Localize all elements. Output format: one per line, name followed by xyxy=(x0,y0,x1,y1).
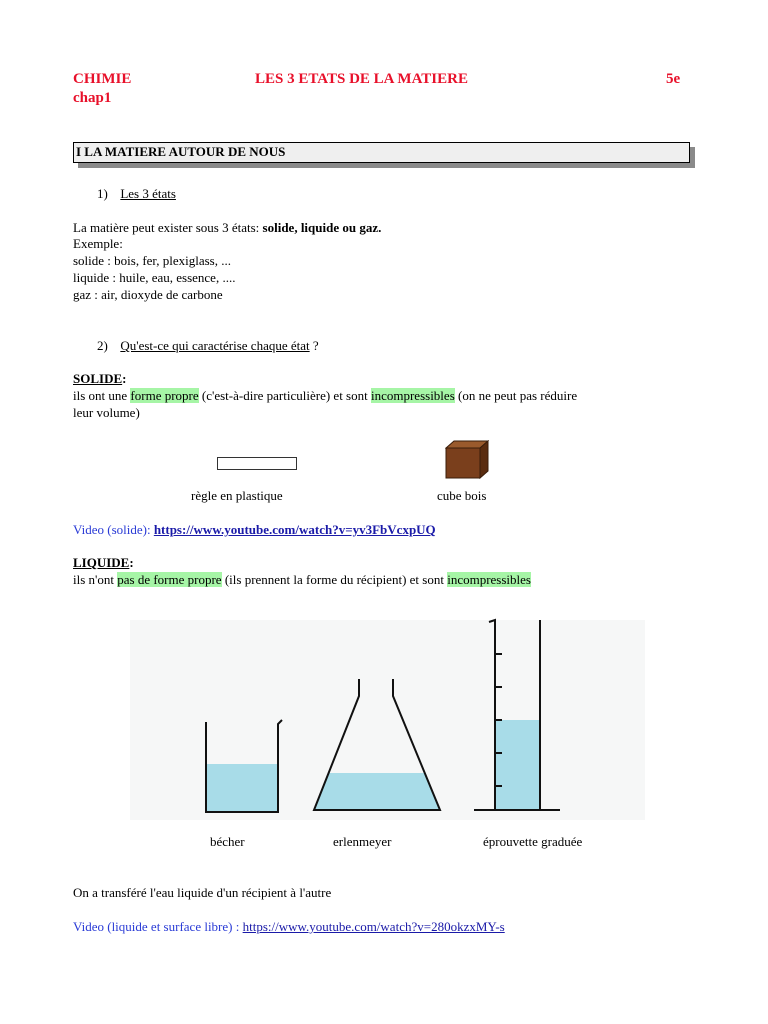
wood-cube-icon xyxy=(445,440,489,480)
video-solide-label: Video (solide): xyxy=(73,522,154,537)
class-level: 5e xyxy=(666,71,681,87)
intro-bold: solide, liquide ou gaz. xyxy=(262,220,382,235)
solide-heading xyxy=(73,370,126,387)
section-heading-box xyxy=(73,142,690,163)
part2-heading xyxy=(97,337,319,354)
liquide-heading xyxy=(73,554,134,571)
part1-title: Les 3 états xyxy=(120,186,176,201)
solide-highlight-incompressibles: incompressibles xyxy=(370,388,455,403)
caption-erlenmeyer: erlenmeyer xyxy=(333,834,392,849)
glassware-illustration xyxy=(130,614,645,820)
video-solide-link[interactable]: https://www.youtube.com/watch?v=yv3FbVcxpUQ xyxy=(153,522,436,537)
video-liquide-label: Video (liquide et surface libre) : xyxy=(73,919,243,934)
caption-becher: bécher xyxy=(210,834,245,849)
example-label: Exemple: xyxy=(73,236,123,251)
video-solide-line xyxy=(73,521,436,538)
solide-label: SOLIDE xyxy=(73,371,123,386)
intro-prefix: La matière peut exister sous 3 états: xyxy=(73,220,263,235)
liquide-label: LIQUIDE xyxy=(73,555,130,570)
example-solide: solide : bois, fer, plexiglass, ... xyxy=(73,253,231,268)
part2-number: 2) xyxy=(97,338,108,353)
chapter-label: chap1 xyxy=(73,90,112,106)
part2-title: Qu'est-ce qui caractérise chaque état xyxy=(120,338,310,353)
solide-line1 xyxy=(73,387,577,404)
solide-colon: : xyxy=(122,371,127,386)
caption-eprouvette: éprouvette graduée xyxy=(483,834,583,849)
example-liquide: liquide : huile, eau, essence, .... xyxy=(73,270,236,285)
part1-heading xyxy=(97,185,176,202)
section-heading: I LA MATIERE AUTOUR DE NOUS xyxy=(76,144,286,159)
transfer-text: On a transféré l'eau liquide d'un récipient à l'autre xyxy=(73,885,332,900)
intro-line xyxy=(73,219,381,236)
liquide-highlight-forme: pas de forme propre xyxy=(117,572,222,587)
part2-title-suffix: ? xyxy=(309,338,319,353)
example-gaz: gaz : air, dioxyde de carbone xyxy=(73,287,223,302)
liquide-text-2: (ils prennent la forme du récipient) et sont xyxy=(221,572,448,587)
video-liquide-link[interactable]: https://www.youtube.com/watch?v=280okzxMY-s xyxy=(242,919,505,934)
solide-highlight-forme: forme propre xyxy=(130,388,199,403)
liquide-highlight-incompressibles: incompressibles xyxy=(447,572,531,587)
solide-text-3: (on ne peut pas réduire xyxy=(454,388,578,403)
video-liquide-line xyxy=(73,918,505,935)
liquide-colon: : xyxy=(129,555,134,570)
liquide-line1 xyxy=(73,571,531,588)
ruler-icon xyxy=(217,457,297,470)
solide-text-1: ils ont une xyxy=(73,388,131,403)
caption-ruler: règle en plastique xyxy=(191,488,283,503)
document-title: LES 3 ETATS DE LA MATIERE xyxy=(255,71,468,87)
subject-label: CHIMIE xyxy=(73,71,132,87)
solide-line2: leur volume) xyxy=(73,405,140,420)
part1-number: 1) xyxy=(97,186,108,201)
caption-cube: cube bois xyxy=(437,488,487,503)
liquide-text-1: ils n'ont xyxy=(73,572,118,587)
solide-text-2: (c'est-à-dire particulière) et sont xyxy=(198,388,371,403)
